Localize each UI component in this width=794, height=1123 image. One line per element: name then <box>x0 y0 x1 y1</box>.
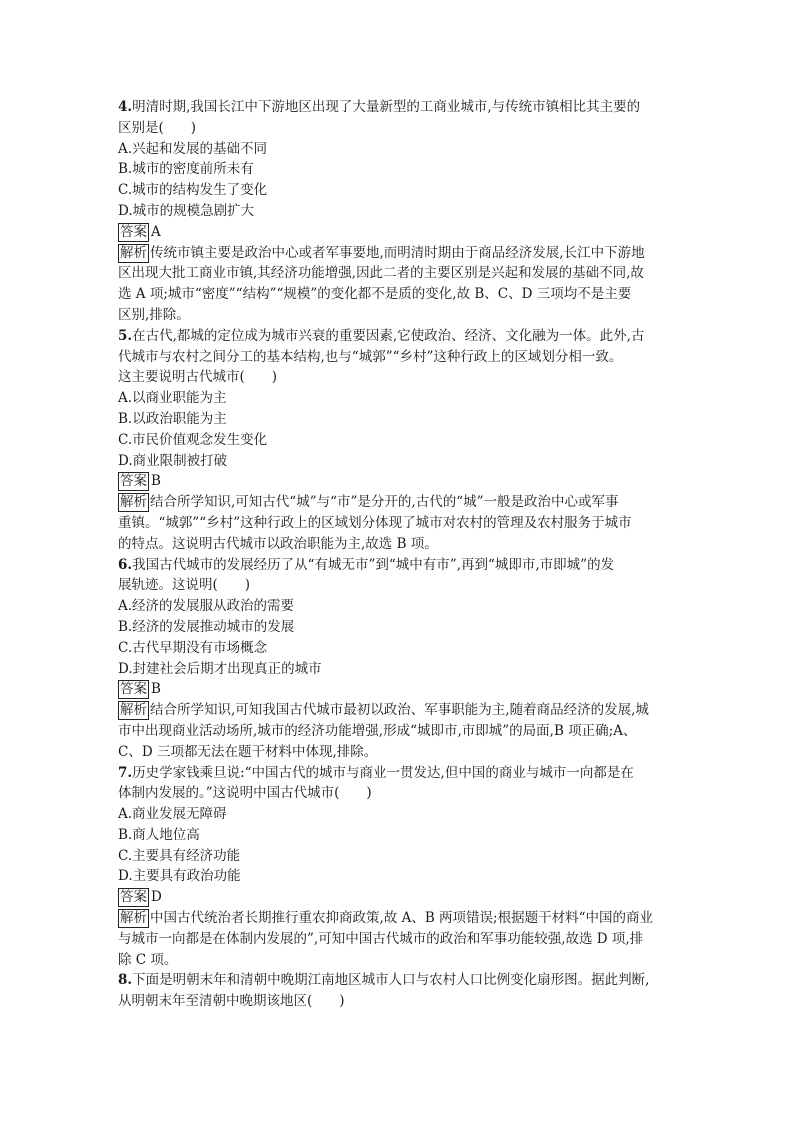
answer-option: B.城市的密度前所未有 <box>118 161 254 178</box>
analysis-text: 市中出现商业活动场所,城市的经济功能增强,形成“城即市,市即城”的局面,B 项正确;A、 <box>118 722 637 739</box>
answer-value: B <box>151 473 161 490</box>
analysis-tag: 解析 <box>120 702 147 719</box>
question-stem-line <box>118 763 678 784</box>
answer-value: A <box>151 223 161 240</box>
question-stem-line <box>118 347 678 368</box>
question-stem-text: 明清时期,我国长江中下游地区出现了大量新型的工商业城市,与传统市镇相比其主要的 <box>132 99 641 115</box>
answer-option: A.兴起和发展的基础不同 <box>118 140 268 157</box>
question-stem-text: 历史学家钱乘旦说:“中国古代的城市与商业一贯发达,但中国的商业与城市一向都是在 <box>132 764 634 781</box>
analysis-text: 中国古代统治者长期推行重农抑商政策,故 A、B 两项错误;根据题干材料“中国的商业 <box>150 910 653 927</box>
analysis-line <box>118 929 678 950</box>
answer-option: B.商人地位高 <box>118 826 200 843</box>
analysis-line <box>118 305 678 326</box>
answer-option: A.经济的发展服从政治的需要 <box>118 598 295 615</box>
question-stem-text: 我国古代城市的发展经历了从“有城无市”到“城中有市”,再到“城即市,市即城”的发 <box>132 556 615 573</box>
answer-line <box>118 679 678 700</box>
answer-option: A.以商业职能为主 <box>118 390 227 407</box>
question-stem-line <box>118 97 678 118</box>
answer-option: D.城市的规模急剧扩大 <box>118 202 255 219</box>
answer-tag: 答案 <box>120 681 147 698</box>
question-number: 8. <box>118 972 133 989</box>
answer-line <box>118 222 678 243</box>
question-number: 7. <box>118 764 133 781</box>
analysis-line <box>118 243 678 264</box>
analysis-text: 选 A 项;城市“密度”“结构”“规模”的变化都不是质的变化,故 B、C、D 三项均不是主要 <box>118 286 632 303</box>
question-stem-line <box>118 783 678 804</box>
question-block <box>118 97 678 326</box>
answer-option: B.以政治职能为主 <box>118 410 227 427</box>
answer-option: D.商业限制被打破 <box>118 452 228 469</box>
analysis-line <box>118 908 678 929</box>
analysis-line <box>118 492 678 513</box>
question-stem-text: 体制内发展的。”这说明中国古代城市( ) <box>118 785 372 802</box>
answer-value: B <box>151 681 161 698</box>
analysis-tag: 解析 <box>120 244 147 261</box>
question-stem-text: 展轨迹。这说明( ) <box>118 577 251 594</box>
answer-option: D.封建社会后期才出现真正的城市 <box>118 660 322 677</box>
analysis-text: 结合所学知识,可知我国古代城市最初以政治、军事职能为主,随着商品经济的发展,城 <box>150 702 649 719</box>
question-block <box>118 970 678 1012</box>
answer-option: A.商业发展无障碍 <box>118 806 227 823</box>
question-block <box>118 326 678 555</box>
question-stem-text: 这主要说明古代城市( ) <box>118 369 278 386</box>
answer-tag: 答案 <box>120 889 147 906</box>
question-stem-line <box>118 991 678 1012</box>
answer-option: B.经济的发展推动城市的发展 <box>118 618 295 635</box>
answer-option: C.市民价值观念发生变化 <box>118 431 268 448</box>
question-stem-line <box>118 367 678 388</box>
analysis-line <box>118 700 678 721</box>
question-stem-text: 下面是明朝末年和清朝中晚期江南地区城市人口与农村人口比例变化扇形图。据此判断, <box>132 972 650 989</box>
analysis-line <box>118 742 678 763</box>
answer-tag: 答案 <box>120 473 147 490</box>
question-number: 5. <box>118 327 133 344</box>
question-block <box>118 555 678 763</box>
analysis-line <box>118 513 678 534</box>
question-stem-line <box>118 118 678 139</box>
answer-option: C.城市的结构发生了变化 <box>118 182 268 199</box>
analysis-text: 结合所学知识,可知古代“城”与“市”是分开的,古代的“城”一般是政治中心或军事 <box>150 494 619 511</box>
analysis-text: 区别,排除。 <box>118 306 190 323</box>
question-stem-line <box>118 326 678 347</box>
analysis-text: C、D 三项都无法在题干材料中体现,排除。 <box>118 743 378 760</box>
analysis-tag: 解析 <box>120 910 147 927</box>
answer-option: D.主要具有政治功能 <box>118 868 241 885</box>
question-stem-text: 从明朝末年至清朝中晚期该地区( ) <box>118 993 345 1010</box>
analysis-text: 区出现大批工商业市镇,其经济功能增强,因此二者的主要区别是兴起和发展的基础不同,故 <box>118 265 644 282</box>
analysis-text: 除 C 项。 <box>118 951 178 968</box>
answer-option: C.主要具有经济功能 <box>118 847 241 864</box>
answer-tag: 答案 <box>120 223 147 240</box>
question-stem-line <box>118 555 678 576</box>
analysis-line <box>118 284 678 305</box>
question-stem-text: 在古代,都城的定位成为城市兴衰的重要因素,它使政治、经济、文化融为一体。此外,古 <box>132 327 645 344</box>
question-stem-text: 代城市与农村之间分工的基本结构,也与“城郭”“乡村”这种行政上的区域划分相一致。 <box>118 348 623 365</box>
analysis-text: 重镇。“城郭”“乡村”这种行政上的区域划分体现了城市对农村的管理及农村服务于城市 <box>118 514 632 531</box>
answer-line <box>118 471 678 492</box>
question-stem-text: 区别是( ) <box>118 119 197 136</box>
question-stem-line <box>118 970 678 991</box>
question-document <box>118 97 678 1012</box>
question-stem-line <box>118 575 678 596</box>
analysis-line <box>118 263 678 284</box>
question-number: 6. <box>118 556 133 573</box>
analysis-line <box>118 721 678 742</box>
analysis-line <box>118 534 678 555</box>
analysis-line <box>118 950 678 971</box>
question-block <box>118 763 678 971</box>
answer-option: C.古代早期没有市场概念 <box>118 639 268 656</box>
analysis-text: 传统市镇主要是政治中心或者军事要地,而明清时期由于商品经济发展,长江中下游地 <box>150 244 645 261</box>
answer-value: D <box>151 889 162 906</box>
analysis-text: 的特点。这说明古代城市以政治职能为主,故选 B 项。 <box>118 535 438 552</box>
analysis-tag: 解析 <box>120 494 147 511</box>
question-number: 4. <box>118 99 133 115</box>
answer-line <box>118 887 678 908</box>
analysis-text: 与城市一向都是在体制内发展的”,可知中国古代城市的政治和军事功能较强,故选 D 项,排 <box>118 930 644 947</box>
